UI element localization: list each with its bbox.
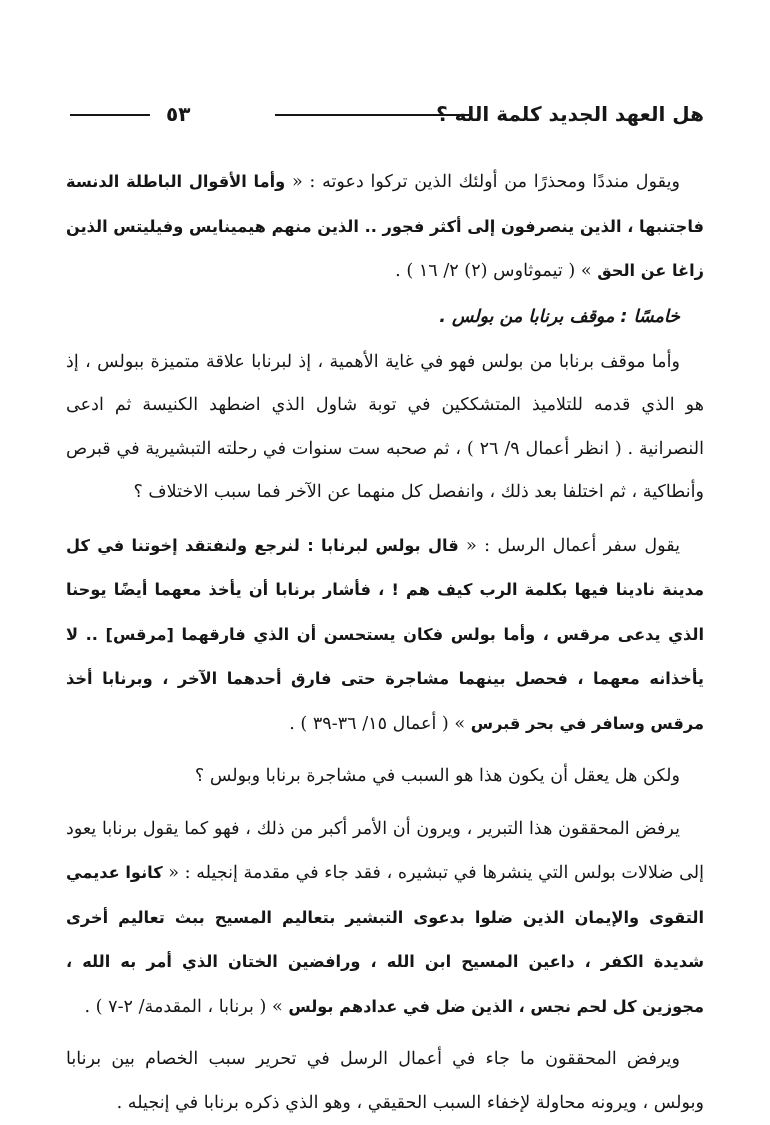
paragraph-5-lead: يرفض المحققون هذا التبرير ، ويرون أن الأمر أكبر من ذلك ، فهو كما يقول برنابا يعود إلى ضلالات بولس التي ينشرها في تبشيره ، فقد جاء في مقدمة إنجيله : « — [66, 818, 704, 883]
paragraph-5-quote: كانوا عديمي التقوى والإيمان الذين ضلوا بدعوى التبشير بتعاليم المسيح ببث تعاليم أخرى شديدة الكفر ، داعين المسيح ابن الله ، ورافضين الختان الذي أمر به الله ، مجوزين كل لحم نجس ، الذين ضل في عدادهم بولس — [66, 863, 704, 1016]
paragraph-6: ويرفض المحققون ما جاء في أعمال الرسل في تحرير سبب الخصام بين برنابا وبولس ، ويرونه محاولة لإخفاء السبب الحقيقي ، وهو الذي ذكره برنابا في إنجيله . — [66, 1049, 704, 1113]
paragraph-3-lead: يقول سفر أعمال الرسل : « — [458, 535, 680, 556]
header-title: هل العهد الجديد كلمة الله ؟ — [436, 102, 704, 126]
section-heading: خامسًا : موقف برنابا من بولس . — [439, 306, 680, 327]
paragraph-3-ref: » ( أعمال ١٥/ ٣٦-٣٩ ) . — [289, 713, 471, 734]
header-rule-short — [70, 114, 150, 116]
header-rule — [275, 114, 469, 116]
paragraph-3-quote: قال بولس لبرنابا : لنرجع ولنفتقد إخوتنا في كل مدينة نادينا فيها بكلمة الرب كيف هم ! ، فأشار برنابا أن يأخذ معهما أيضًا يوحنا الذي يدعى مرقس ، وأما بولس فكان يستحسن أن الذي فارقهما [مرقس] .. لا يأخذانه معهما ، فحصل بينهما مشاجرة حتى فارق أحدهما الآخر ، وبرنابا أخذ مرقس وسافر في بحر قبرس — [66, 535, 704, 733]
page-body — [66, 160, 704, 1125]
running-header — [70, 94, 704, 134]
paragraph-5-ref: » ( برنابا ، المقدمة/ ٢-٧ ) . — [84, 996, 289, 1017]
paragraph-3 — [66, 524, 704, 747]
paragraph-1 — [66, 160, 704, 294]
paragraph-5 — [66, 808, 704, 1030]
paragraph-4: ولكن هل يعقل أن يكون هذا هو السبب في مشاجرة برنابا وبولس ؟ — [194, 766, 680, 786]
paragraph-1-lead: ويقول منددًا ومحذرًا من أولئك الذين تركوا دعوته : « — [285, 172, 680, 192]
paragraph-2: وأما موقف برنابا من بولس فهو في غاية الأهمية ، إذ لبرنابا علاقة متميزة ببولس ، إذ هو الذي قدمه للتلاميذ المتشككين في توبة شاول الذي اضطهد الكنيسة ثم ادعى النصرانية . ( انظر أعمال ٩/ ٢٦ ) ، ثم صحبه ست سنوات في رحلته التبشيرية في قبرص وأنطاكية ، ثم اختلفا بعد ذلك ، وانفصل كل منهما عن الآخر فما سبب الاختلاف ؟ — [66, 351, 704, 502]
paragraph-1-quote: وأما الأقوال الباطلة الدنسة فاجتنبها ، الذين ينصرفون إلى أكثر فجور .. الذين منهم هيمينايس وفيليتس الذين زاغا عن الحق — [66, 172, 704, 280]
paragraph-1-ref: » ( تيموثاوس (٢) ٢/ ١٦ ) . — [395, 261, 598, 281]
page-number: ٥٣ — [166, 102, 191, 126]
